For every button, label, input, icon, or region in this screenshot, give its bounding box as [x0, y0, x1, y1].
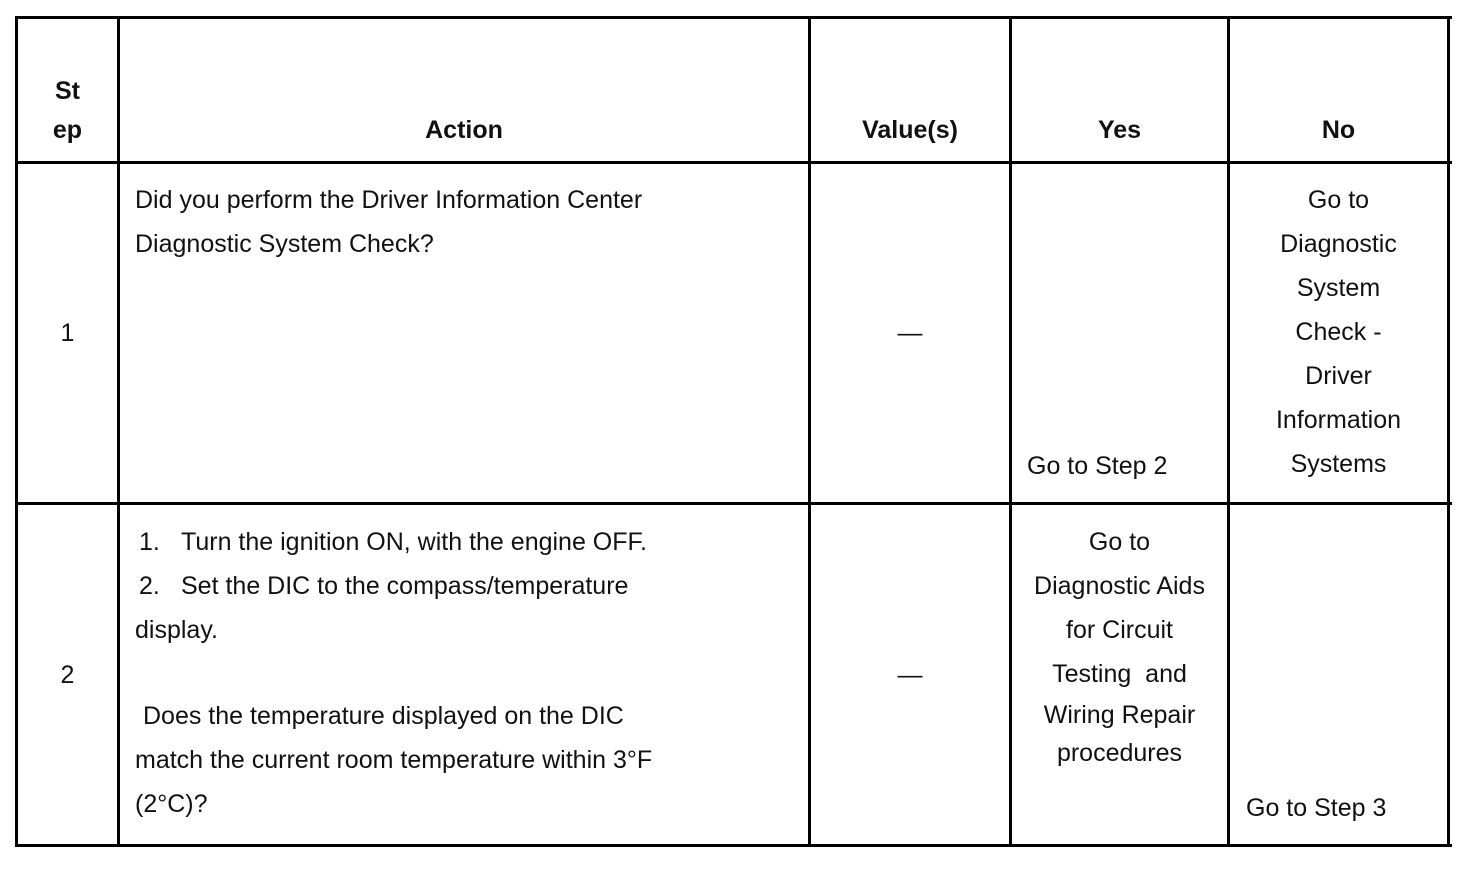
- row2-action-item1: [135, 520, 652, 564]
- row1-no-line1: Go to: [1307, 186, 1370, 214]
- header-yes: Yes: [1097, 116, 1142, 144]
- row1-step: 1: [60, 319, 75, 347]
- header-step: [18, 72, 117, 150]
- row2-no: Go to Step 3: [1246, 794, 1387, 822]
- row2-action-question-line3: (2°C)?: [135, 790, 208, 818]
- header-action: Action: [425, 116, 503, 144]
- table-border-right: [1447, 16, 1450, 847]
- header-no: No: [1321, 116, 1356, 144]
- row2-action-question-line1: Does the temperature displayed on the DIC: [143, 702, 624, 730]
- row2-action-item1-number: 1.: [139, 528, 160, 556]
- row2-action: [135, 520, 652, 826]
- row2-action-item2-continued: display.: [135, 616, 218, 644]
- row2-yes-line1: Go to: [1088, 528, 1151, 556]
- table-border-bottom: [15, 844, 1452, 847]
- row2-yes-line5: Wiring Repair: [1043, 701, 1196, 729]
- row2-yes-line3: for Circuit: [1066, 616, 1173, 644]
- row1-action: [135, 178, 642, 266]
- row1-no-line6: Information: [1275, 406, 1402, 434]
- header-values: Value(s): [862, 116, 958, 144]
- row1-no-line2: Diagnostic: [1280, 230, 1397, 258]
- table-border-top: [15, 16, 1452, 19]
- row1-action-line1: Did you perform the Driver Information Center: [135, 186, 643, 214]
- diagnostic-table: [15, 16, 1452, 847]
- row2-action-item2-number: 2.: [139, 572, 160, 600]
- row2-step: 2: [60, 661, 75, 689]
- row1-value: —: [897, 319, 923, 347]
- row2-action-question-line2: match the current room temperature within 3°F: [135, 746, 653, 774]
- row1-yes: Go to Step 2: [1027, 452, 1168, 480]
- row2-yes-line2: Diagnostic Aids: [1034, 572, 1205, 600]
- header-step-line1: St: [55, 77, 80, 105]
- row2-yes: [1012, 520, 1227, 772]
- row1-action-line2: Diagnostic System Check?: [135, 230, 434, 258]
- row2-action-item1-text: Turn the ignition ON, with the engine OFF.: [181, 528, 647, 556]
- row1-no-line4: Check -: [1295, 318, 1382, 346]
- row2-action-item2: [135, 564, 652, 608]
- row2-value: —: [897, 661, 923, 689]
- row1-no-line7: Systems: [1290, 450, 1387, 478]
- row-divider: [15, 502, 1452, 505]
- row2-yes-line4: Testing and: [1052, 660, 1187, 688]
- row2-action-item2-text: Set the DIC to the compass/temperature: [181, 572, 629, 600]
- row1-no-line3: System: [1296, 274, 1381, 302]
- row2-yes-line6: procedures: [1056, 739, 1183, 767]
- row1-no-line5: Driver: [1305, 362, 1372, 390]
- row1-no: [1230, 178, 1447, 486]
- header-step-line2: ep: [52, 116, 83, 144]
- header-divider: [15, 161, 1452, 164]
